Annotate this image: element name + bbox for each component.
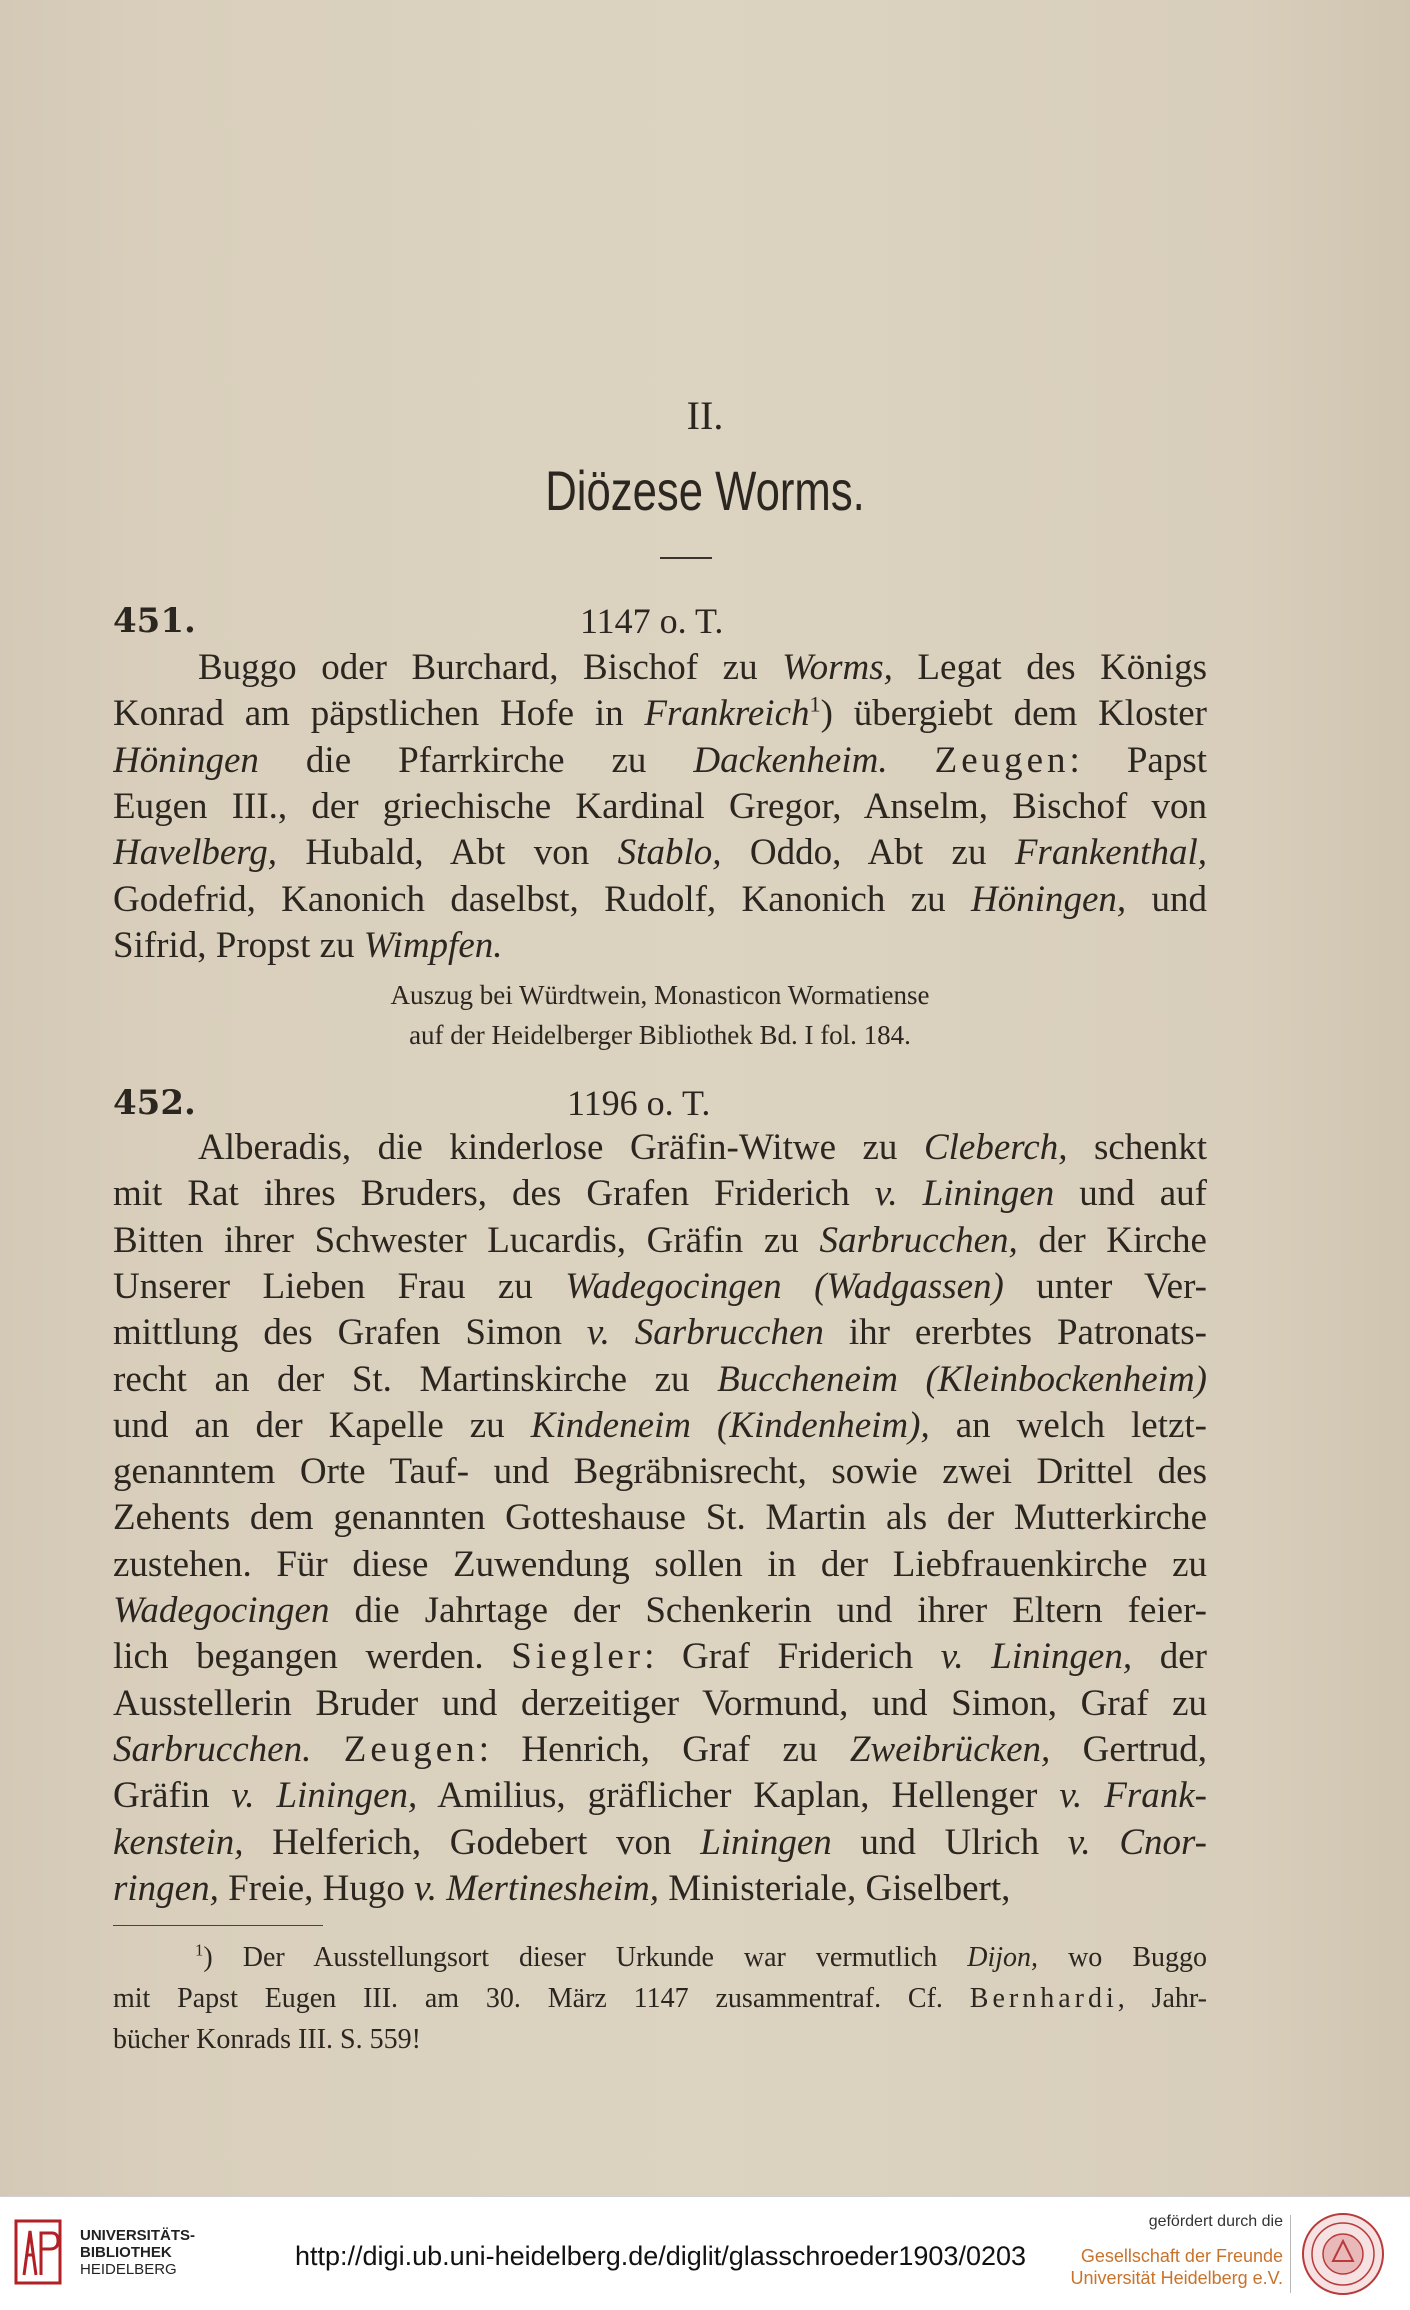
footer-divider [1290, 2215, 1291, 2293]
text-line: mit Rat ihres Bruders, des Grafen Friderich v. Liningen und auf [113, 1173, 1207, 1215]
footer-bar [0, 2196, 1410, 2310]
text-line: zustehen. Für diese Zuwendung sollen in der Liebfrauenkirche zu [113, 1543, 1207, 1585]
footnote-rule [113, 1925, 323, 1926]
text-line: Zehents dem genannten Gotteshause St. Martin als der Mutterkirche [113, 1497, 1207, 1539]
section-numeral: II. [686, 393, 724, 438]
footnote-line: $^1$) Der Ausstellungsort dieser Urkunde war vermutlich Dijon, wo Buggo [195, 1940, 1207, 1973]
text-line: lich begangen werden. Siegler: Graf Friderich v. Liningen, der [113, 1636, 1207, 1678]
text-line: Sarbrucchen. Zeugen: Henrich, Graf zu Zweibrücken, Gertrud, [113, 1728, 1207, 1770]
section-title: Diözese Worms. [545, 459, 865, 522]
text-line: Havelberg, Hubald, Abt von Stablo, Oddo, Abt zu Frankenthal, [113, 832, 1207, 874]
library-name: UNIVERSITÄTS- BIBLIOTHEK HEIDELBERG [80, 2227, 196, 2278]
text-line: Höningen die Pfarrkirche zu Dackenheim. Zeugen: Papst [113, 739, 1207, 781]
text-line: Sifrid, Propst zu Wimpfen. [113, 924, 503, 966]
source-note-451-line2: auf der Heidelberger Bibliothek Bd. I fol. 184. [409, 1020, 911, 1050]
footnote-line: mit Papst Eugen III. am 30. März 1147 zusammentraf. Cf. Bernhardi, Jahr- [113, 1983, 1207, 2014]
footnote-line: bücher Konrads III. S. 559! [113, 2024, 421, 2055]
entry-date-451: 1147 o. T. [580, 601, 724, 641]
text-line: Eugen III., der griechische Kardinal Gregor, Anselm, Bischof von [113, 785, 1207, 827]
text-line: Ausstellerin Bruder und derzeitiger Vormund, und Simon, Graf zu [113, 1682, 1207, 1724]
permalink-url[interactable]: http://digi.ub.uni-heidelberg.de/diglit/glasschroeder1903/0203 [295, 2241, 1027, 2271]
sponsor-block: gefördert durch die Gesellschaft der Freunde Universität Heidelberg e.V. [1070, 2213, 1283, 2288]
text-line: Godefrid, Kanonich daselbst, Rudolf, Kanonich zu Höningen, und [113, 878, 1207, 920]
text-line: Buggo oder Burchard, Bischof zu Worms, Legat des Königs [198, 647, 1207, 688]
text-line: mittlung des Grafen Simon v. Sarbrucchen ihr ererbtes Patronats- [113, 1312, 1207, 1354]
sponsor-name-line2[interactable]: Universität Heidelberg e.V. [1070, 2268, 1283, 2288]
text-line: Bitten ihrer Schwester Lucardis, Gräfin zu Sarbrucchen, der Kirche [113, 1219, 1207, 1261]
text-line: genanntem Orte Tauf- und Begräbnisrecht, sowie zwei Drittel des [113, 1451, 1207, 1493]
entry-date-452: 1196 o. T. [567, 1083, 711, 1123]
title-rule [660, 557, 712, 559]
text-line: und an der Kapelle zu Kindeneim (Kindenheim), an welch letzt- [113, 1404, 1207, 1446]
text-line: Unserer Lieben Frau zu Wadegocingen (Wadgassen) unter Ver- [113, 1265, 1207, 1307]
text-line: recht an der St. Martinskirche zu Buccheneim (Kleinbockenheim) [113, 1358, 1207, 1400]
library-logo-icon [14, 2219, 62, 2285]
text-line: Alberadis, die kinderlose Gräfin-Witwe zu Cleberch, schenkt [198, 1127, 1207, 1168]
text-line: ringen, Freie, Hugo v. Mertinesheim, Ministeriale, Giselbert, [113, 1867, 1011, 1909]
entry-number-452: 452. [113, 1083, 196, 1123]
text-line: Gräfin v. Liningen, Amilius, gräflicher Kaplan, Hellenger v. Frank- [113, 1775, 1207, 1817]
text-line: kenstein, Helferich, Godebert von Liningen und Ulrich v. Cnor- [113, 1821, 1207, 1863]
text-line: Wadegocingen die Jahrtage der Schenkerin und ihrer Eltern feier- [113, 1590, 1207, 1631]
entry-number-451: 451. [113, 601, 196, 641]
sponsor-name-line1[interactable]: Gesellschaft der Freunde [1080, 2246, 1283, 2266]
university-seal-icon [1300, 2211, 1386, 2297]
text-line: Konrad am päpstlichen Hofe in Frankreich$^1$) übergiebt dem Kloster [113, 691, 1207, 735]
source-note-451-line1: Auszug bei Würdtwein, Monasticon Wormatiense [390, 980, 930, 1010]
